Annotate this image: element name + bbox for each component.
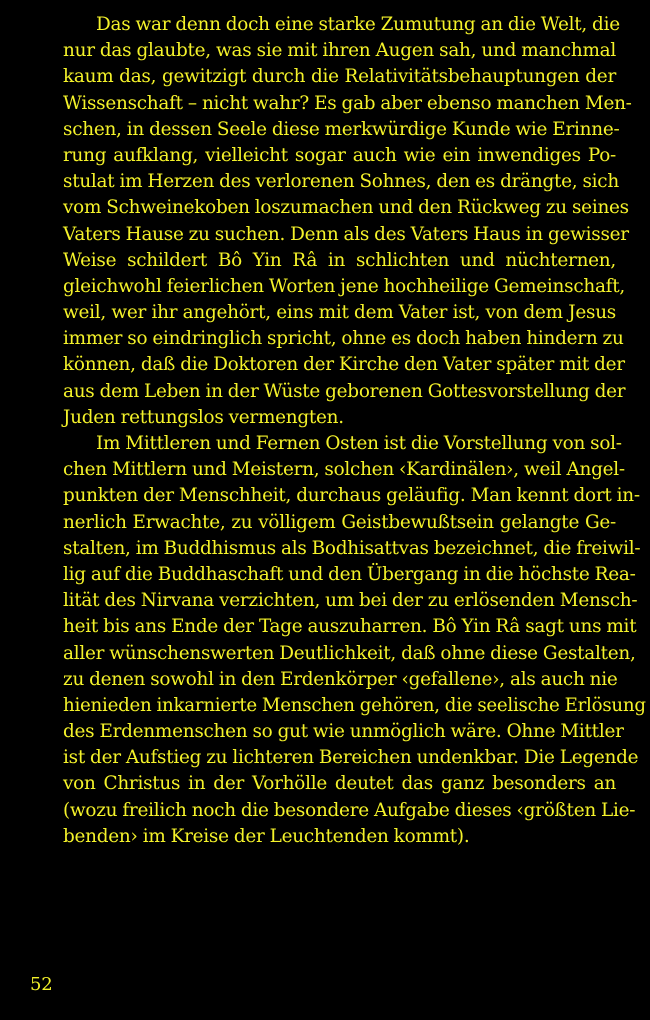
page-number: 52 (30, 974, 53, 995)
text-line: aller wünschenswerten Deutlichkeit, daß ohne diese Gestalten, (63, 642, 636, 664)
text-line: lität des Nirvana verzichten, um bei der zu erlösenden Mensch- (63, 590, 638, 612)
text-line: chen Mittlern und Meistern, solchen ‹Kardinälen›, weil Angel- (63, 459, 625, 481)
text-line: ist der Aufstieg zu lichteren Bereichen undenkbar. Die Legende (63, 747, 639, 769)
text-line: Im Mittleren und Fernen Osten ist die Vorstellung von sol- (96, 433, 622, 454)
text-line: lig auf die Buddhaschaft und den Übergang in die höchste Rea- (63, 563, 636, 585)
text-line: von Christus in der Vorhölle deutet das ganz besonders an (63, 773, 616, 795)
text-line: zu denen sowohl in den Erdenkörper ‹gefallene›, als auch nie (63, 668, 618, 690)
text-line: des Erdenmenschen so gut wie unmöglich wäre. Ohne Mittler (63, 721, 624, 743)
text-line: vom Schweinekoben loszumachen und den Rückweg zu seines (63, 197, 629, 219)
text-line: können, daß die Doktoren der Kirche den Vater später mit der (63, 354, 625, 376)
paragraph-2 (30, 431, 646, 850)
text-line: weil, wer ihr angehört, eins mit dem Vater ist, von dem Jesus (63, 302, 616, 324)
text-line: heit bis ans Ende der Tage auszuharren. Bô Yin Râ sagt uns mit (63, 616, 637, 638)
text-line: punkten der Menschheit, durchaus geläufig. Man kennt dort in- (63, 485, 640, 507)
text-line: hienieden inkarnierte Menschen gehören, die seelische Erlösung (63, 694, 646, 716)
text-line: benden› im Kreise der Leuchtenden kommt). (63, 825, 470, 847)
text-line: Das war denn doch eine starke Zumutung an die Welt, die (96, 14, 620, 35)
text-line: immer so eindringlich spricht, ohne es doch haben hindern zu (63, 328, 624, 350)
text-line: gleichwohl feierlichen Worten jene hochheilige Gemeinschaft, (63, 275, 625, 297)
text-line: nerlich Erwachte, zu völligem Geistbewußtsein gelangte Ge- (63, 511, 616, 533)
text-line: Vaters Hause zu suchen. Denn als des Vaters Haus in gewisser (63, 223, 629, 245)
text-line: nur das glaubte, was sie mit ihren Augen sah, und manchmal (63, 40, 616, 62)
text-line: (wozu freilich noch die besondere Aufgabe dieses ‹größten Lie- (63, 799, 636, 821)
text-line: aus dem Leben in der Wüste geborenen Gottesvorstellung der (63, 380, 626, 402)
text-line: schen, in dessen Seele diese merkwürdige Kunde wie Erinne- (63, 118, 620, 140)
text-line: Wissenschaft – nicht wahr? Es gab aber ebenso manchen Men- (63, 92, 632, 114)
text-line: stalten, im Buddhismus als Bodhisattvas bezeichnet, die freiwil- (63, 537, 641, 559)
text-line: Weise schildert Bô Yin Râ in schlichten und nüchternen, (63, 249, 616, 271)
text-line: Juden rettungslos vermengten. (63, 406, 344, 428)
body-text (30, 12, 646, 850)
text-line: rung aufklang, vielleicht sogar auch wie ein inwendiges Po- (63, 144, 616, 166)
text-line: kaum das, gewitzigt durch die Relativitätsbehauptungen der (63, 66, 616, 88)
text-line: stulat im Herzen des verlorenen Sohnes, den es drängte, sich (63, 171, 619, 193)
paragraph-1 (30, 12, 632, 431)
